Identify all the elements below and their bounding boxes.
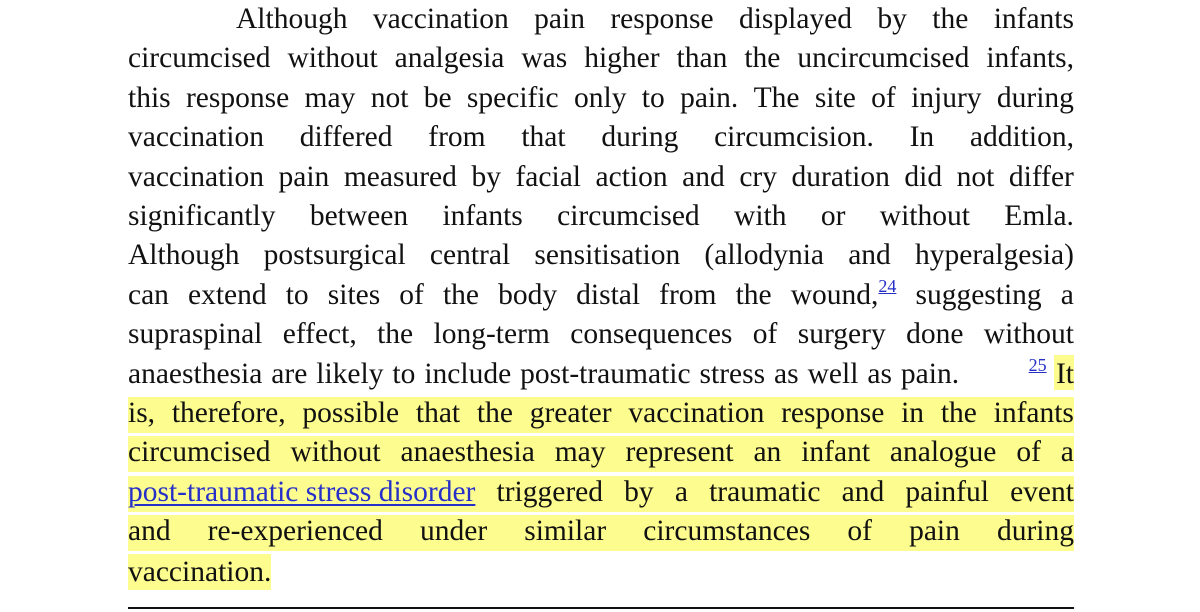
word: (allodynia [704, 239, 825, 272]
word: the [735, 278, 772, 311]
word: not [956, 160, 995, 193]
word: can [128, 278, 169, 311]
word: response [185, 81, 290, 114]
text-line-15 [128, 551, 1074, 590]
word: without [983, 318, 1074, 351]
text-line-5 [128, 158, 1074, 197]
word: greater [529, 396, 612, 429]
word: circumcision. [714, 121, 874, 154]
word: from [428, 121, 486, 154]
line-words [128, 79, 1074, 118]
horizontal-rule [128, 607, 1074, 609]
word: infants, [986, 42, 1074, 75]
word: between [309, 199, 409, 232]
text-line-12 [128, 433, 1074, 472]
word: traumatic [709, 475, 821, 508]
word: significantly [128, 199, 276, 232]
word: infants [993, 3, 1074, 35]
word: pain [909, 515, 960, 548]
word: consequences [570, 318, 733, 351]
line-words [128, 197, 1074, 236]
word: uncircumcised [797, 42, 970, 75]
text-line-4 [128, 118, 1074, 157]
word: measured [343, 160, 457, 193]
word: sites [327, 278, 381, 311]
word: In [909, 121, 935, 154]
word: circumstances [643, 515, 811, 548]
word: anaesthesia [400, 436, 535, 469]
word: distal [576, 278, 641, 311]
line-words [128, 473, 1074, 512]
word: vaccination [128, 121, 264, 154]
word: that [521, 121, 566, 154]
word: by [624, 475, 654, 508]
word: by [471, 160, 501, 193]
text-line-11 [128, 394, 1074, 433]
word: pain [534, 3, 585, 35]
word: differed [299, 121, 393, 154]
word: pain. [680, 81, 739, 114]
word: without [290, 436, 381, 469]
text-line-1 [128, 0, 1074, 39]
word: action [595, 160, 668, 193]
word: differ [1008, 160, 1074, 193]
word: postsurgical [263, 239, 406, 272]
word: possible [302, 396, 400, 429]
word: vaccination [372, 3, 509, 35]
word: wound, [790, 278, 879, 311]
line-words [128, 433, 1074, 472]
word: and [128, 515, 171, 548]
word: was [521, 42, 568, 75]
word: painful [905, 475, 989, 508]
word: a [1060, 436, 1074, 469]
word: Although [236, 3, 348, 35]
ref-wrap [1029, 355, 1074, 394]
text-line-7 [128, 236, 1074, 275]
word: cry [739, 160, 777, 193]
highlighted-text-end: vaccination. [128, 556, 272, 589]
word: Although [128, 239, 240, 272]
word: of [847, 515, 872, 548]
body-paragraph [128, 0, 1074, 591]
word: infants [442, 199, 523, 232]
word: during [996, 515, 1074, 548]
sentence-end: anaesthesia are likely to include post-traumatic stress as well as pain. [128, 357, 960, 390]
word: the [932, 3, 969, 35]
word: central [429, 239, 511, 272]
word: the [940, 396, 977, 429]
word: only [574, 81, 627, 114]
word: effect, [282, 318, 357, 351]
word: The [753, 81, 800, 114]
text-line-6 [128, 197, 1074, 236]
word: addition, [969, 121, 1074, 154]
line-words [128, 315, 1074, 354]
word: site [814, 81, 856, 114]
word: and [841, 475, 885, 508]
word: suggesting [915, 278, 1042, 311]
word: and [848, 239, 891, 272]
line-words [128, 236, 1074, 275]
word: the [442, 278, 479, 311]
word: under [419, 515, 488, 548]
word: infant [801, 436, 871, 469]
word: done [906, 318, 964, 351]
word: Emla. [1004, 199, 1074, 232]
word: in [901, 396, 925, 429]
line-words [128, 118, 1074, 157]
word: than [676, 42, 728, 75]
text-line-3 [128, 79, 1074, 118]
line-words [128, 39, 1074, 78]
word: is, [128, 396, 156, 429]
word: and [682, 160, 725, 193]
line-words [128, 512, 1074, 551]
word: higher [584, 42, 660, 75]
word: may [304, 81, 356, 114]
word: without [879, 199, 970, 232]
word: a [674, 475, 688, 508]
word: pain [278, 160, 330, 193]
text-line-9 [128, 315, 1074, 354]
word: of [399, 278, 424, 311]
word: represent [625, 436, 734, 469]
word: this [128, 81, 171, 114]
word: displayed [738, 3, 853, 35]
word: the [377, 318, 414, 351]
line-words [128, 394, 1074, 433]
word: to [285, 278, 309, 311]
word: by [877, 3, 907, 35]
word: response [610, 3, 714, 35]
word: hyperalgesia) [915, 239, 1074, 272]
word: of [1016, 436, 1041, 469]
text-line-10 [128, 355, 1074, 394]
word: facial [515, 160, 581, 193]
word: that [415, 396, 461, 429]
word: surgery [797, 318, 886, 351]
ptsd-link[interactable]: post-traumatic stress disorder [128, 475, 476, 508]
word: re-experienced [207, 515, 383, 548]
word: infants [993, 396, 1074, 429]
word: with [734, 199, 787, 232]
word: of [871, 81, 896, 114]
word: response [781, 396, 885, 429]
word: sensitisation [534, 239, 681, 272]
word: during [601, 121, 679, 154]
word: did [904, 160, 943, 193]
word: long-term [433, 318, 550, 351]
line-words [128, 158, 1074, 197]
word: similar [524, 515, 607, 548]
word: the [744, 42, 781, 75]
line-words [236, 0, 1074, 39]
text-line-2 [128, 39, 1074, 78]
word: to [641, 81, 665, 114]
word: triggered [496, 475, 604, 508]
word: analogue [889, 436, 997, 469]
word-with-reference [791, 276, 897, 315]
word: an [753, 436, 782, 469]
word: circumcised [557, 199, 700, 232]
word: or [820, 199, 846, 232]
word: circumcised [128, 436, 271, 469]
word: specific [466, 81, 559, 114]
text-line-14 [128, 512, 1074, 551]
line-words [128, 276, 1074, 315]
word: extend [188, 278, 267, 311]
word: therefore, [171, 396, 286, 429]
word: a [1060, 278, 1074, 311]
text-line-8 [128, 276, 1074, 315]
reference-link-25[interactable]: 25 [1028, 354, 1047, 375]
word: be [423, 81, 452, 114]
word: without [287, 42, 378, 75]
text-line-13 [128, 473, 1074, 512]
word: body [498, 278, 558, 311]
word: circumcised [128, 42, 271, 75]
word: event [1010, 475, 1074, 508]
word: vaccination [628, 396, 765, 429]
reference-link-24[interactable]: 24 [878, 275, 897, 296]
word: of [752, 318, 778, 351]
word: analgesia [394, 42, 505, 75]
highlighted-text-start: It [1054, 355, 1074, 390]
word: duration [791, 160, 890, 193]
word: from [659, 278, 717, 311]
word: supraspinal [128, 318, 263, 351]
word: the [476, 396, 513, 429]
word: during [996, 81, 1074, 114]
word: not [370, 81, 409, 114]
word: may [554, 436, 606, 469]
word: injury [911, 81, 982, 114]
word: vaccination [128, 160, 264, 193]
